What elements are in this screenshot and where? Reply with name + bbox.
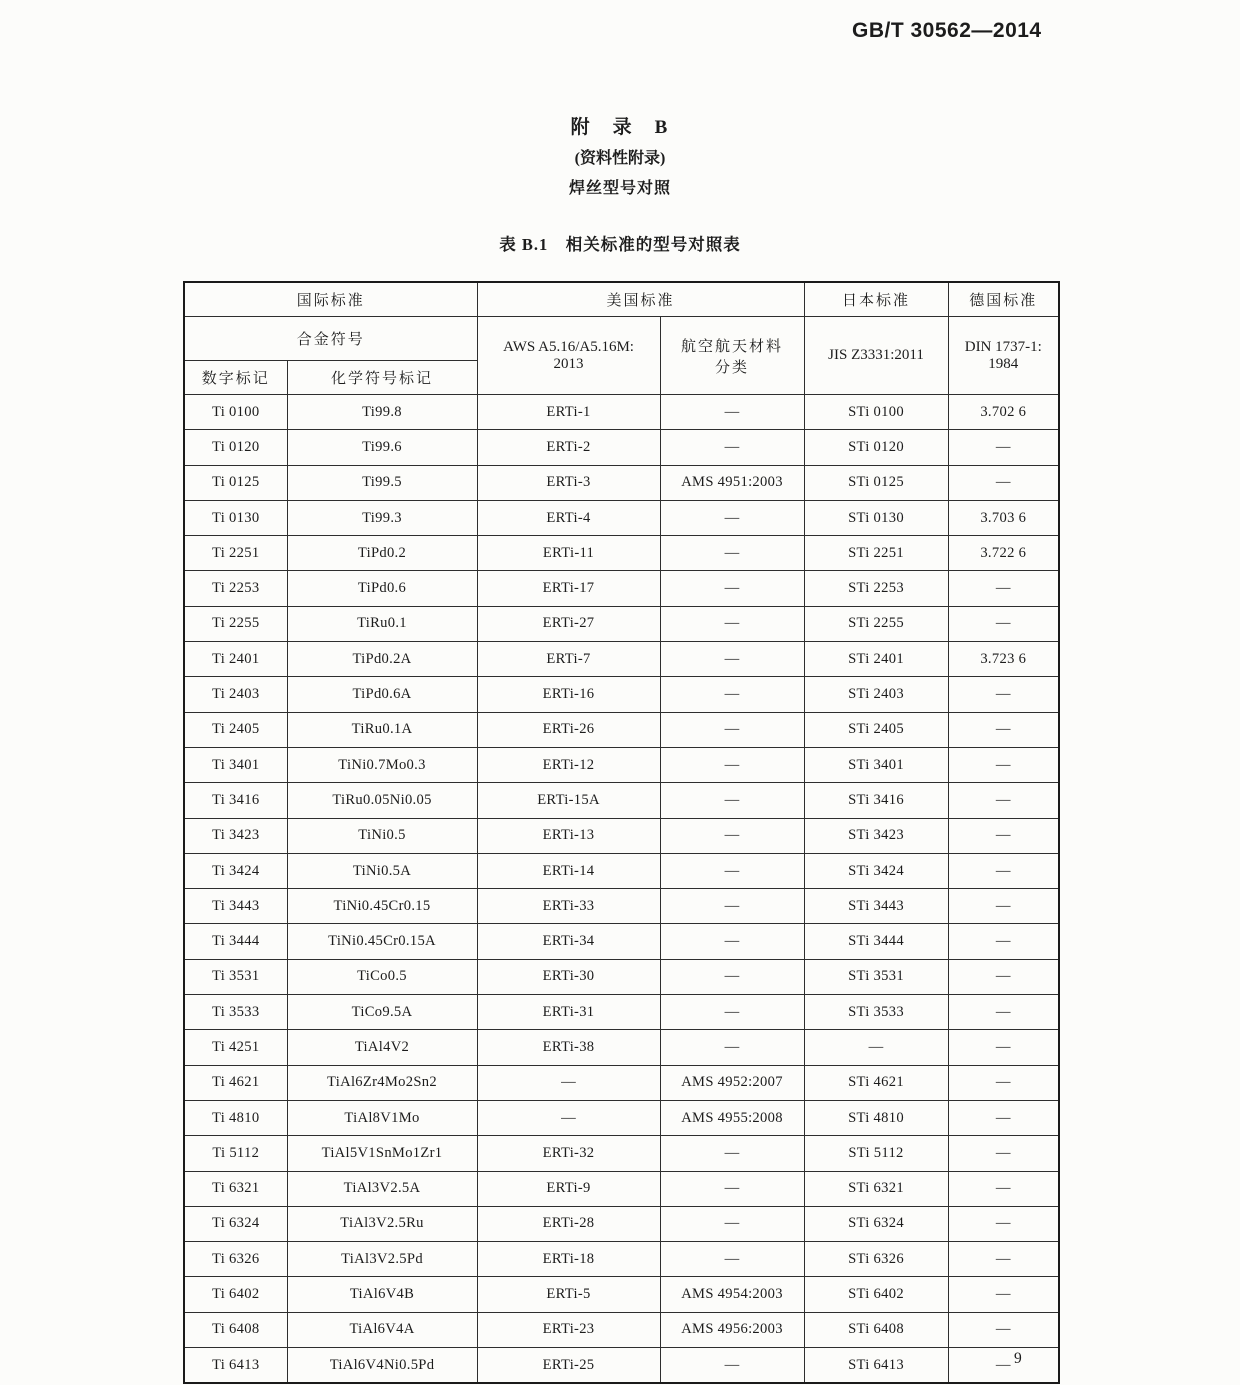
- table-cell: AMS 4954:2003: [660, 1277, 804, 1312]
- table-cell: Ti 2253: [184, 571, 287, 606]
- table-cell: —: [948, 1206, 1059, 1241]
- table-cell: TiRu0.1A: [287, 712, 477, 747]
- table-cell: ERTi-5: [477, 1277, 660, 1312]
- table-cell: STi 6413: [804, 1348, 948, 1384]
- table-cell: TiNi0.45Cr0.15A: [287, 924, 477, 959]
- table-cell: —: [660, 1348, 804, 1384]
- table-cell: ERTi-31: [477, 995, 660, 1030]
- table-cell: —: [948, 606, 1059, 641]
- table-cell: —: [660, 500, 804, 535]
- table-cell: TiPd0.2A: [287, 642, 477, 677]
- table-cell: STi 3531: [804, 959, 948, 994]
- table-cell: STi 2251: [804, 536, 948, 571]
- table-cell: —: [477, 1065, 660, 1100]
- table-cell: TiCo0.5: [287, 959, 477, 994]
- table-cell: —: [948, 1100, 1059, 1135]
- table-cell: ERTi-28: [477, 1206, 660, 1241]
- table-cell: 3.703 6: [948, 500, 1059, 535]
- table-cell: —: [948, 924, 1059, 959]
- table-cell: 3.722 6: [948, 536, 1059, 571]
- table-cell: ERTi-1: [477, 395, 660, 430]
- table-cell: ERTi-25: [477, 1348, 660, 1384]
- table-cell: Ti99.5: [287, 465, 477, 500]
- table-cell: Ti 3423: [184, 818, 287, 853]
- aws-spec-line1: AWS A5.16/A5.16M:: [503, 338, 634, 355]
- table-row: [184, 959, 1059, 994]
- table-cell: ERTi-3: [477, 465, 660, 500]
- table-cell: Ti 2401: [184, 642, 287, 677]
- table-row: [184, 1065, 1059, 1100]
- page-number: 9: [1014, 1350, 1022, 1367]
- table-cell: —: [660, 1171, 804, 1206]
- header-row-groups: [184, 317, 1059, 361]
- table-cell: AMS 4956:2003: [660, 1312, 804, 1347]
- table-cell: Ti 6321: [184, 1171, 287, 1206]
- table-cell: STi 0130: [804, 500, 948, 535]
- table-cell: TiAl6V4B: [287, 1277, 477, 1312]
- table-cell: Ti 4621: [184, 1065, 287, 1100]
- col-header-din: [948, 317, 1059, 395]
- table-cell: —: [948, 571, 1059, 606]
- table-cell: ERTi-15A: [477, 783, 660, 818]
- table-cell: ERTi-32: [477, 1136, 660, 1171]
- table-cell: Ti 0100: [184, 395, 287, 430]
- table-cell: —: [948, 1065, 1059, 1100]
- table-cell: —: [948, 959, 1059, 994]
- table-cell: —: [660, 395, 804, 430]
- table-cell: TiNi0.5A: [287, 853, 477, 888]
- table-cell: —: [660, 818, 804, 853]
- col-header-international-standard: 国际标准: [184, 282, 477, 317]
- table-cell: ERTi-2: [477, 430, 660, 465]
- table-row: [184, 1030, 1059, 1065]
- table-row: [184, 889, 1059, 924]
- table-cell: TiAl3V2.5Pd: [287, 1242, 477, 1277]
- table-cell: TiCo9.5A: [287, 995, 477, 1030]
- table-cell: —: [660, 642, 804, 677]
- table-cell: ERTi-9: [477, 1171, 660, 1206]
- table-cell: STi 6408: [804, 1312, 948, 1347]
- table-cell: —: [660, 1030, 804, 1065]
- table-cell: —: [660, 747, 804, 782]
- table-cell: ERTi-17: [477, 571, 660, 606]
- table-cell: Ti 4251: [184, 1030, 287, 1065]
- table-cell: —: [660, 677, 804, 712]
- table-cell: —: [660, 889, 804, 924]
- table-cell: —: [948, 1312, 1059, 1347]
- table-cell: —: [948, 818, 1059, 853]
- table-cell: —: [660, 853, 804, 888]
- din-spec-line1: DIN 1737-1:: [964, 338, 1042, 355]
- table-cell: ERTi-12: [477, 747, 660, 782]
- table-cell: STi 3443: [804, 889, 948, 924]
- table-cell: TiNi0.7Mo0.3: [287, 747, 477, 782]
- table-cell: 3.702 6: [948, 395, 1059, 430]
- appendix-topic: 焊丝型号对照: [568, 180, 671, 197]
- table-cell: TiAl3V2.5Ru: [287, 1206, 477, 1241]
- table-cell: —: [477, 1100, 660, 1135]
- table-cell: —: [660, 571, 804, 606]
- table-row: [184, 500, 1059, 535]
- table-cell: Ti 2403: [184, 677, 287, 712]
- table-cell: STi 4621: [804, 1065, 948, 1100]
- table-row: [184, 677, 1059, 712]
- table-row: [184, 818, 1059, 853]
- col-header-jis: JIS Z3331:2011: [804, 317, 948, 395]
- table-cell: ERTi-11: [477, 536, 660, 571]
- table-cell: ERTi-27: [477, 606, 660, 641]
- table-row: [184, 536, 1059, 571]
- standard-code: GB/T 30562—2014: [852, 19, 1042, 42]
- table-cell: —: [948, 1348, 1059, 1384]
- table-cell: —: [660, 712, 804, 747]
- table-cell: ERTi-38: [477, 1030, 660, 1065]
- appendix-subtitle: (资料性附录): [574, 150, 666, 167]
- table-cell: TiAl8V1Mo: [287, 1100, 477, 1135]
- table-cell: TiRu0.05Ni0.05: [287, 783, 477, 818]
- table-cell: ERTi-34: [477, 924, 660, 959]
- table-cell: TiAl4V2: [287, 1030, 477, 1065]
- table-cell: —: [948, 1030, 1059, 1065]
- table-cell: —: [948, 995, 1059, 1030]
- table-cell: —: [948, 1171, 1059, 1206]
- col-header-japan-standard: 日本标准: [804, 282, 948, 317]
- table-cell: —: [660, 1136, 804, 1171]
- table-row: [184, 1277, 1059, 1312]
- table-cell: Ti 2255: [184, 606, 287, 641]
- table-cell: ERTi-7: [477, 642, 660, 677]
- table-cell: ERTi-33: [477, 889, 660, 924]
- table-cell: Ti 3424: [184, 853, 287, 888]
- table-row: [184, 430, 1059, 465]
- appendix-title: 附 录 B: [570, 117, 670, 138]
- table-cell: STi 3401: [804, 747, 948, 782]
- table-cell: Ti 3443: [184, 889, 287, 924]
- aerospace-line1: 航空航天材料: [681, 338, 784, 355]
- table-cell: Ti 0120: [184, 430, 287, 465]
- table-cell: STi 2255: [804, 606, 948, 641]
- table-row: [184, 783, 1059, 818]
- table-cell: Ti 4810: [184, 1100, 287, 1135]
- table-cell: ERTi-4: [477, 500, 660, 535]
- table-cell: STi 6324: [804, 1206, 948, 1241]
- table-cell: TiAl6Zr4Mo2Sn2: [287, 1065, 477, 1100]
- table-cell: TiPd0.6: [287, 571, 477, 606]
- table-cell: AMS 4952:2007: [660, 1065, 804, 1100]
- table-cell: —: [660, 430, 804, 465]
- table-row: [184, 465, 1059, 500]
- table-cell: TiPd0.6A: [287, 677, 477, 712]
- table-cell: STi 6326: [804, 1242, 948, 1277]
- table-cell: ERTi-30: [477, 959, 660, 994]
- table-cell: —: [948, 465, 1059, 500]
- table-cell: Ti 3533: [184, 995, 287, 1030]
- table-row: [184, 853, 1059, 888]
- table-cell: TiAl5V1SnMo1Zr1: [287, 1136, 477, 1171]
- table-cell: STi 3416: [804, 783, 948, 818]
- table-row: [184, 395, 1059, 430]
- table-cell: Ti 2405: [184, 712, 287, 747]
- table-row: [184, 606, 1059, 641]
- table-row: [184, 712, 1059, 747]
- table-row: [184, 642, 1059, 677]
- table-cell: —: [948, 783, 1059, 818]
- table-cell: TiRu0.1: [287, 606, 477, 641]
- table-cell: —: [660, 924, 804, 959]
- col-header-aws: [477, 317, 660, 395]
- table-row: [184, 995, 1059, 1030]
- standards-comparison-table: [183, 281, 1060, 1384]
- table-cell: —: [948, 853, 1059, 888]
- table-cell: Ti 3444: [184, 924, 287, 959]
- table-cell: Ti99.6: [287, 430, 477, 465]
- col-header-numeric-mark: 数字标记: [184, 361, 287, 395]
- table-row: [184, 924, 1059, 959]
- table-cell: —: [948, 430, 1059, 465]
- table-cell: —: [660, 606, 804, 641]
- table-cell: —: [660, 995, 804, 1030]
- table-cell: —: [660, 1242, 804, 1277]
- table-cell: STi 5112: [804, 1136, 948, 1171]
- table-cell: TiNi0.45Cr0.15: [287, 889, 477, 924]
- table-cell: STi 6321: [804, 1171, 948, 1206]
- table-cell: TiPd0.2: [287, 536, 477, 571]
- table-cell: STi 2405: [804, 712, 948, 747]
- table-cell: 3.723 6: [948, 642, 1059, 677]
- table-cell: —: [948, 1277, 1059, 1312]
- table-row: [184, 1171, 1059, 1206]
- table-cell: STi 2253: [804, 571, 948, 606]
- col-header-aerospace-classification: [660, 317, 804, 395]
- table-cell: STi 3424: [804, 853, 948, 888]
- table-cell: STi 0100: [804, 395, 948, 430]
- table-cell: —: [660, 1206, 804, 1241]
- table-cell: —: [948, 1242, 1059, 1277]
- table-row: [184, 1348, 1059, 1384]
- table-cell: ERTi-13: [477, 818, 660, 853]
- table-cell: —: [948, 747, 1059, 782]
- table-cell: ERTi-23: [477, 1312, 660, 1347]
- table-cell: Ti 6326: [184, 1242, 287, 1277]
- table-row: [184, 1206, 1059, 1241]
- table-row: [184, 1100, 1059, 1135]
- table-cell: —: [948, 677, 1059, 712]
- aws-spec-line2: 2013: [553, 355, 584, 372]
- din-spec-line2: 1984: [988, 355, 1019, 372]
- table-cell: Ti 3416: [184, 783, 287, 818]
- header-row-standards: [184, 282, 1059, 317]
- table-cell: ERTi-26: [477, 712, 660, 747]
- table-cell: TiAl6V4A: [287, 1312, 477, 1347]
- table-cell: —: [948, 712, 1059, 747]
- table-cell: Ti 6413: [184, 1348, 287, 1384]
- table-cell: STi 0120: [804, 430, 948, 465]
- table-cell: Ti 3401: [184, 747, 287, 782]
- table-cell: STi 2401: [804, 642, 948, 677]
- table-cell: STi 3444: [804, 924, 948, 959]
- table-cell: Ti 0125: [184, 465, 287, 500]
- table-cell: —: [660, 959, 804, 994]
- table-cell: AMS 4955:2008: [660, 1100, 804, 1135]
- table-cell: STi 3423: [804, 818, 948, 853]
- table-cell: —: [660, 783, 804, 818]
- col-header-us-standard: 美国标准: [477, 282, 804, 317]
- table-cell: ERTi-16: [477, 677, 660, 712]
- col-header-germany-standard: 德国标准: [948, 282, 1059, 317]
- table-cell: Ti 0130: [184, 500, 287, 535]
- table-row: [184, 1312, 1059, 1347]
- table-cell: Ti 6408: [184, 1312, 287, 1347]
- table-cell: —: [660, 536, 804, 571]
- table-cell: —: [948, 889, 1059, 924]
- table-cell: Ti99.3: [287, 500, 477, 535]
- table-cell: STi 6402: [804, 1277, 948, 1312]
- table-cell: TiNi0.5: [287, 818, 477, 853]
- table-cell: —: [948, 1136, 1059, 1171]
- table-cell: Ti 2251: [184, 536, 287, 571]
- table-cell: Ti99.8: [287, 395, 477, 430]
- table-row: [184, 571, 1059, 606]
- table-cell: ERTi-18: [477, 1242, 660, 1277]
- table-cell: STi 4810: [804, 1100, 948, 1135]
- col-header-chemical-mark: 化学符号标记: [287, 361, 477, 395]
- table-cell: TiAl3V2.5A: [287, 1171, 477, 1206]
- table-cell: STi 0125: [804, 465, 948, 500]
- table-cell: Ti 5112: [184, 1136, 287, 1171]
- table-cell: —: [804, 1030, 948, 1065]
- table-row: [184, 1242, 1059, 1277]
- table-cell: AMS 4951:2003: [660, 465, 804, 500]
- table-caption: 表 B.1 相关标准的型号对照表: [499, 235, 741, 254]
- table-cell: TiAl6V4Ni0.5Pd: [287, 1348, 477, 1384]
- col-header-alloy-symbol: 合金符号: [184, 317, 477, 361]
- table-row: [184, 747, 1059, 782]
- table-cell: Ti 6402: [184, 1277, 287, 1312]
- table-cell: STi 2403: [804, 677, 948, 712]
- table-cell: STi 3533: [804, 995, 948, 1030]
- table-cell: Ti 6324: [184, 1206, 287, 1241]
- table-cell: ERTi-14: [477, 853, 660, 888]
- aerospace-line2: 分类: [715, 359, 750, 376]
- table-row: [184, 1136, 1059, 1171]
- table-cell: Ti 3531: [184, 959, 287, 994]
